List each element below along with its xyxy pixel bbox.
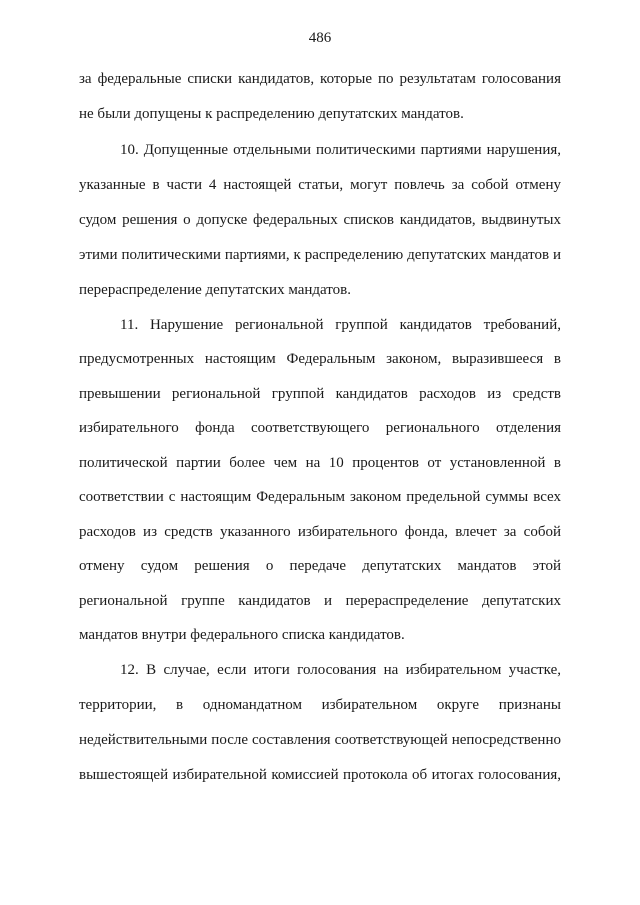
- text-line: судом решения о допуске федеральных списков кандидатов, выдвинутых: [79, 212, 561, 228]
- text-line: расходов из средств указанного избирательного фонда, влечет за собой: [79, 524, 561, 540]
- text-line: избирательного фонда соответствующего регионального отделения: [79, 420, 561, 436]
- text-line: этими политическими партиями, к распределению депутатских мандатов и: [79, 247, 561, 263]
- text-line: предусмотренных настоящим Федеральным законом, выразившееся в: [79, 351, 561, 367]
- text-line: указанные в части 4 настоящей статьи, могут повлечь за собой отмену: [79, 177, 561, 193]
- text-line: не были допущены к распределению депутатских мандатов.: [79, 106, 464, 122]
- text-line: отмену судом решения о передаче депутатских мандатов этой: [79, 558, 561, 574]
- text-line: территории, в одномандатном избирательном округе признаны: [79, 697, 561, 713]
- text-line: за федеральные списки кандидатов, которые по результатам голосования: [79, 71, 561, 87]
- text-line: мандатов внутри федерального списка кандидатов.: [79, 627, 405, 643]
- text-line: 12. В случае, если итоги голосования на избирательном участке,: [120, 662, 561, 678]
- text-line: 11. Нарушение региональной группой кандидатов требований,: [120, 317, 561, 333]
- text-line: соответствии с настоящим Федеральным законом предельной суммы всех: [79, 489, 561, 505]
- text-line: перераспределение депутатских мандатов.: [79, 282, 351, 298]
- text-line: превышении региональной группой кандидатов расходов из средств: [79, 386, 561, 402]
- text-line: политической партии более чем на 10 процентов от установленной в: [79, 455, 561, 471]
- page-number: 486: [308, 30, 332, 46]
- text-line: 10. Допущенные отдельными политическими партиями нарушения,: [120, 142, 561, 158]
- text-line: вышестоящей избирательной комиссией протокола об итогах голосования,: [79, 767, 561, 783]
- text-line: недействительными после составления соответствующей непосредственно: [79, 732, 561, 748]
- text-line: региональной группе кандидатов и перераспределение депутатских: [79, 593, 561, 609]
